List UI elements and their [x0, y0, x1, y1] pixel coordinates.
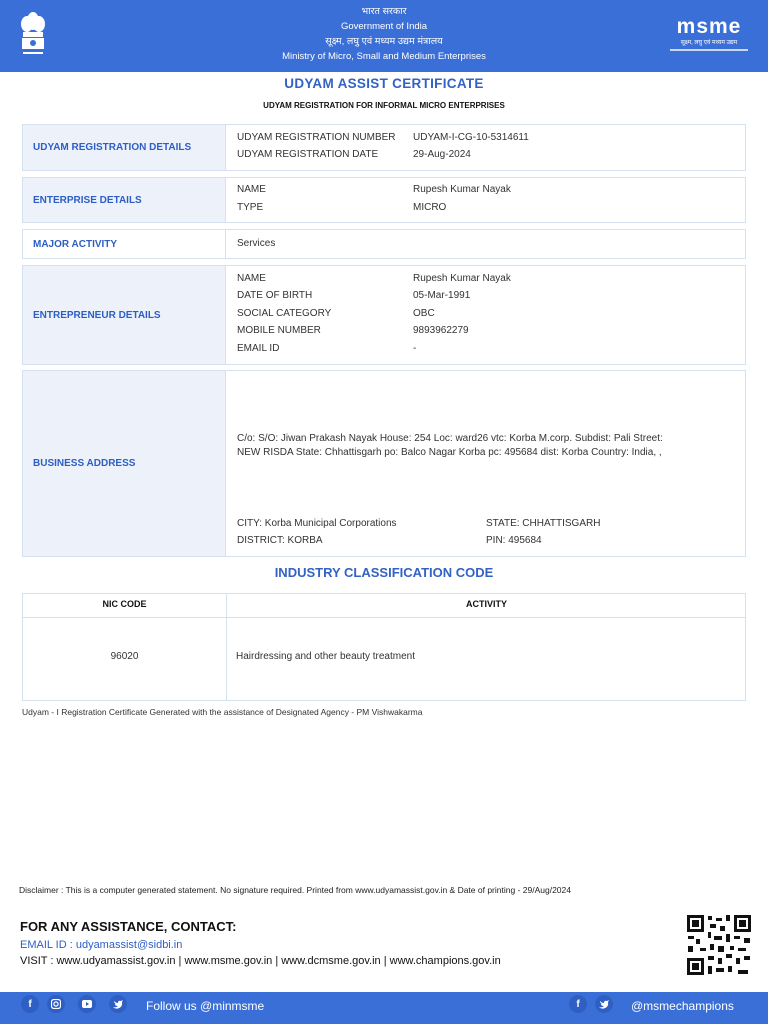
header-line-hindi-govt: भारत सरकार	[361, 6, 407, 17]
follow-us-text[interactable]: Follow us @minmsme	[146, 999, 265, 1013]
national-emblem-icon	[18, 10, 48, 60]
assistance-heading: FOR ANY ASSISTANCE, CONTACT:	[20, 919, 237, 934]
registration-date-value: 29-Aug-2024	[413, 149, 471, 160]
entrepreneur-name-key: NAME	[237, 273, 266, 284]
nic-activity-value: Hairdressing and other beauty treatment	[236, 651, 415, 662]
top-banner	[0, 0, 768, 72]
address-line-2: NEW RISDA State: Chhattisgarh po: Balco Nagar Korba pc: 495684 dist: Korba Country: India, ,	[237, 446, 662, 458]
twitter-icon[interactable]	[595, 995, 613, 1013]
social-category-key: SOCIAL CATEGORY	[237, 308, 332, 319]
major-activity-value: Services	[237, 238, 276, 249]
registration-details-label: UDYAM REGISTRATION DETAILS	[33, 142, 192, 153]
entrepreneur-details-label: ENTREPRENEUR DETAILS	[33, 309, 161, 321]
date-of-birth-value: 05-Mar-1991	[413, 290, 471, 301]
email-id-value: -	[413, 343, 417, 354]
generated-note: Udyam - I Registration Certificate Generated with the assistance of Designated Agency - PM Vishwakarma	[22, 707, 423, 717]
certificate-subtitle: UDYAM REGISTRATION FOR INFORMAL MICRO ENTERPRISES	[263, 101, 505, 110]
address-pin: PIN: 495684	[486, 535, 542, 546]
date-of-birth-key: DATE OF BIRTH	[237, 290, 313, 301]
registration-number-value: UDYAM-I-CG-10-5314611	[413, 132, 529, 143]
qr-code	[686, 914, 752, 976]
section-label-cell	[23, 371, 226, 556]
enterprise-name-value: Rupesh Kumar Nayak	[413, 184, 511, 195]
enterprise-details-label: ENTERPRISE DETAILS	[33, 194, 142, 206]
header-line-govt: Government of India	[340, 21, 428, 32]
registration-date-key: UDYAM REGISTRATION DATE	[237, 149, 379, 160]
address-city: CITY: Korba Municipal Corporations	[237, 518, 397, 529]
enterprise-name-key: NAME	[237, 184, 266, 195]
section-label-cell	[23, 266, 226, 364]
msme-logo	[666, 14, 752, 58]
enterprise-type-key: TYPE	[237, 202, 264, 213]
nic-code-header: NIC CODE	[102, 599, 147, 609]
assistance-email-link[interactable]: EMAIL ID : udyamassist@sidbi.in	[20, 939, 183, 951]
activity-header: ACTIVITY	[465, 599, 507, 609]
business-address-section	[22, 370, 746, 557]
enterprise-type-value: MICRO	[413, 202, 447, 213]
entrepreneur-details-section	[22, 265, 746, 365]
address-line-1: C/o: S/O: Jiwan Prakash Nayak House: 254 Loc: ward26 vtc: Korba M.corp. Subdist: Pali Street:	[237, 433, 663, 444]
youtube-icon[interactable]	[78, 995, 96, 1013]
msme-logo-tagline: सूक्ष्म, लघु एवं मध्यम उद्यम	[680, 40, 738, 46]
certificate-title: UDYAM ASSIST CERTIFICATE	[284, 76, 484, 91]
nic-table	[22, 593, 746, 701]
header-line-ministry: Ministry of Micro, Small and Medium Enterprises	[282, 51, 486, 62]
section-label-cell	[23, 125, 226, 170]
assistance-websites[interactable]: VISIT : www.udyamassist.gov.in | www.msme.gov.in | www.dcmsme.gov.in | www.champions.gov.in	[20, 955, 501, 967]
twitter-icon[interactable]	[109, 995, 127, 1013]
section-label-cell	[23, 230, 226, 258]
industry-classification-title: INDUSTRY CLASSIFICATION CODE	[274, 565, 494, 580]
major-activity-section	[22, 229, 746, 259]
registration-number-key: UDYAM REGISTRATION NUMBER	[237, 132, 396, 143]
instagram-icon[interactable]	[47, 995, 65, 1013]
address-full-text	[237, 432, 742, 459]
disclaimer-text: Disclaimer : This is a computer generated statement. No signature required. Printed from www.udyamassist.gov.in & Date of printing - 29/Aug/2024	[19, 885, 571, 895]
mobile-number-value: 9893962279	[413, 325, 469, 336]
entrepreneur-name-value: Rupesh Kumar Nayak	[413, 273, 511, 284]
facebook-icon[interactable]: f	[21, 995, 39, 1013]
champions-handle-text[interactable]: @msmechampions	[631, 999, 734, 1013]
address-district: DISTRICT: KORBA	[237, 535, 323, 546]
section-label-cell	[23, 178, 226, 222]
header-line-hindi-ministry: सूक्ष्म, लघु एवं मध्यम उद्यम मंत्रालय	[325, 36, 443, 47]
business-address-label: BUSINESS ADDRESS	[33, 458, 136, 469]
facebook-icon[interactable]: f	[569, 995, 587, 1013]
nic-column-divider	[226, 594, 227, 700]
bottom-banner	[0, 992, 768, 1024]
mobile-number-key: MOBILE NUMBER	[237, 325, 321, 336]
enterprise-details-section	[22, 177, 746, 223]
nic-code-value: 96020	[110, 651, 139, 662]
msme-logo-text: msme	[676, 15, 742, 38]
government-heading	[184, 4, 584, 64]
address-state: STATE: CHHATTISGARH	[486, 518, 601, 529]
registration-details-section	[22, 124, 746, 171]
email-id-key: EMAIL ID	[237, 343, 280, 354]
major-activity-label: MAJOR ACTIVITY	[33, 238, 118, 250]
social-category-value: OBC	[413, 308, 435, 319]
